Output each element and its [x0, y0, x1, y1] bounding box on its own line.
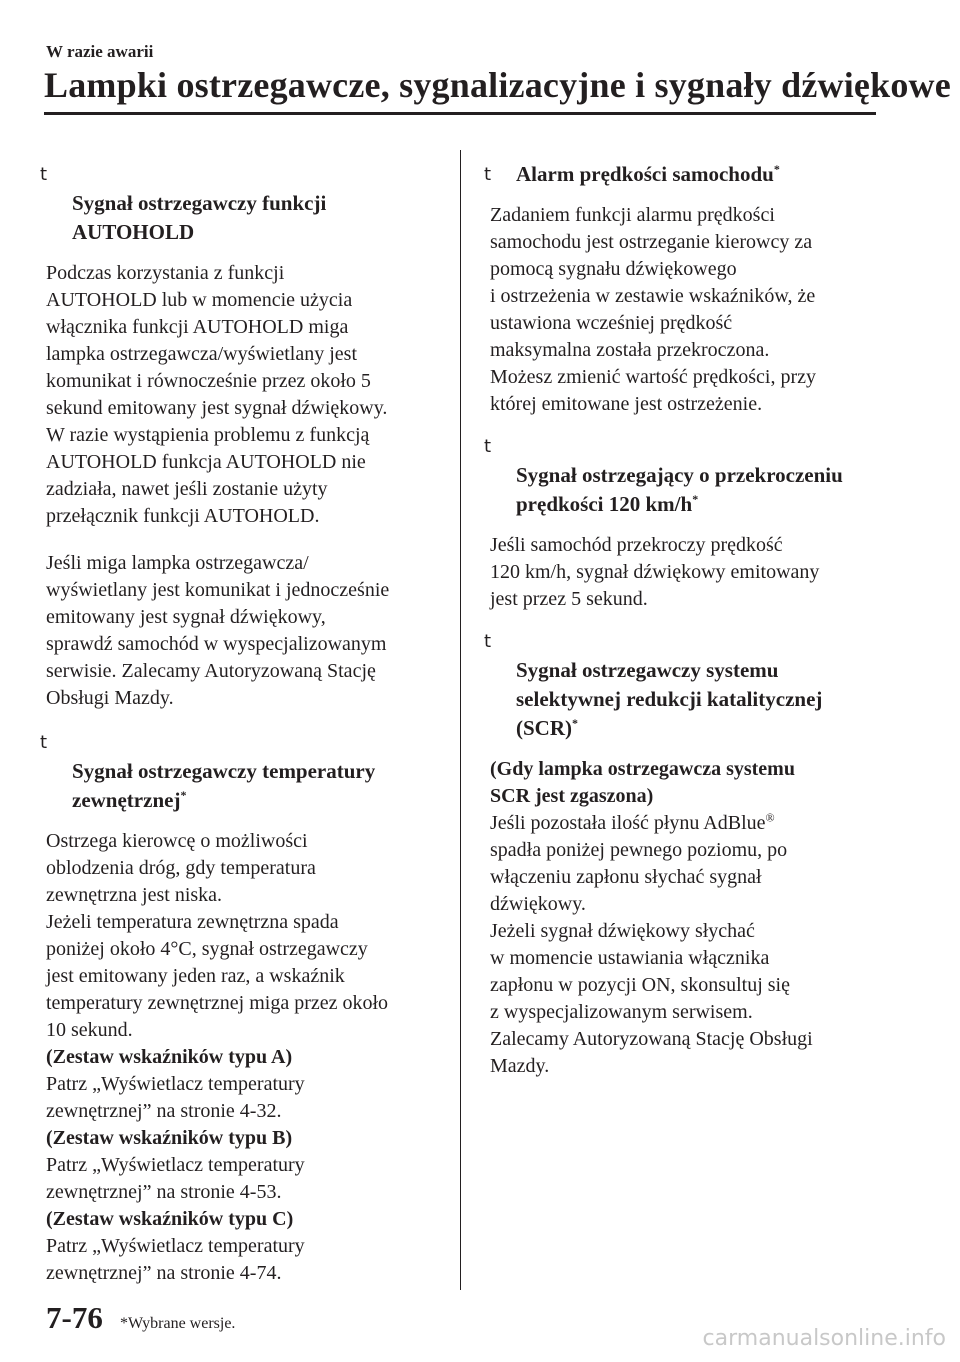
heading-text: Alarm prędkości samochodu — [516, 162, 774, 186]
cluster-type-b-heading: (Zestaw wskaźników typu B) — [46, 1127, 293, 1149]
bullet-icon: t — [484, 631, 492, 652]
cross-reference: Patrz „Wyświetlacz temperatury zewnętrznej” na stronie 4-74. — [46, 1235, 305, 1284]
section-heading-autohold — [40, 160, 446, 247]
bullet-icon: t — [40, 732, 48, 753]
column-divider — [460, 150, 461, 1290]
heading-text: Sygnał ostrzegawczy systemu selektywnej redukcji katalitycznej (SCR) — [516, 658, 823, 740]
paragraph: Zadaniem funkcji alarmu prędkości samochodu jest ostrzeganie kierowcy za pomocą sygnału dźwiękowego i ostrzeżenia w zestawie wskaźników, że ustawiona wcześniej prędkość maksymalna została przekroczona. Możesz zmienić wartość prędkości, przy której emitowane jest ostrzeżenie. — [490, 204, 816, 415]
cross-reference: Patrz „Wyświetlacz temperatury zewnętrznej” na stronie 4-53. — [46, 1154, 305, 1203]
right-column — [484, 160, 890, 1080]
paragraph: Ostrzega kierowcę o możliwości oblodzenia dróg, gdy temperatura zewnętrzna jest niska. Jeżeli temperatura zewnętrzna spada poniżej około 4°C, sygnał ostrzegawczy jest emitowany jeden raz, a wskaźnik temperatury zewnętrznej miga przez około 10 sekund. — [46, 830, 389, 1041]
cluster-type-c-heading: (Zestaw wskaźników typu C) — [46, 1208, 294, 1230]
bullet-icon: t — [484, 164, 492, 185]
section-heading-outside-temp — [40, 728, 446, 815]
watermark: carmanualsonline.info — [702, 1326, 946, 1351]
section-heading-speed-alarm — [484, 160, 890, 189]
optional-asterisk: * — [180, 788, 187, 802]
optional-asterisk: * — [572, 716, 578, 730]
registered-mark: ® — [765, 810, 775, 825]
paragraph: Jeśli samochód przekroczy prędkość 120 km/h, sygnał dźwiękowy emitowany jest przez 5 sekund. — [490, 534, 820, 610]
heading-text: Sygnał ostrzegawczy temperatury zewnętrznej — [72, 759, 376, 812]
section-heading-120kmh — [484, 432, 890, 519]
section-label: W razie awarii — [46, 42, 154, 61]
section-heading-scr — [484, 627, 890, 743]
bullet-icon: t — [484, 436, 492, 457]
paragraph: Podczas korzystania z funkcji AUTOHOLD lub w momencie użycia włącznika funkcji AUTOHOLD miga lampka ostrzegawcza/wyświetlany jest komunikat i równocześnie przez około 5 sekund emitowany jest sygnał dźwiękowy. W razie wystąpienia problemu z funkcją AUTOHOLD funkcja AUTOHOLD nie zadziała, nawet jeśli zostanie użyty przełącznik funkcji AUTOHOLD. — [46, 262, 388, 527]
title-divider — [44, 112, 876, 115]
bullet-icon: t — [40, 164, 48, 185]
spacer — [46, 530, 446, 550]
heading-text: Sygnał ostrzegawczy funkcji AUTOHOLD — [72, 191, 327, 244]
footnote: *Wybrane wersje. — [120, 1315, 236, 1332]
scr-condition-heading: (Gdy lampka ostrzegawcza systemu SCR jest zgaszona) — [490, 758, 795, 807]
paragraph — [490, 810, 890, 1080]
page-number: 7-76 — [46, 1300, 103, 1335]
paragraph-start: Jeśli pozostała ilość płynu AdBlue — [490, 812, 766, 834]
optional-asterisk: * — [692, 492, 699, 506]
left-column — [40, 160, 446, 1287]
spacer — [490, 418, 890, 432]
spacer — [490, 613, 890, 627]
heading-text: Sygnał ostrzegający o przekroczeniu prędkości 120 km/h — [516, 463, 843, 516]
cluster-type-a-heading: (Zestaw wskaźników typu A) — [46, 1046, 293, 1068]
cross-reference: Patrz „Wyświetlacz temperatury zewnętrznej” na stronie 4-32. — [46, 1073, 305, 1122]
page-title: Lampki ostrzegawcze, sygnalizacyjne i sygnały dźwiękowe — [44, 65, 951, 105]
paragraph-rest: spadła poniżej pewnego poziomu, po włączeniu zapłonu słychać sygnał dźwiękowy. Jeżeli sygnał dźwiękowy słychać w momencie ustawiania włącznika zapłonu w pozycji ON, skonsultuj się z wyspecjalizowanym serwisem. Zalecamy Autoryzowaną Stację Obsługi Mazdy. — [490, 839, 813, 1077]
optional-asterisk: * — [773, 162, 780, 176]
spacer — [46, 712, 446, 728]
paragraph: Jeśli miga lampka ostrzegawcza/ wyświetlany jest komunikat i jednocześnie emitowany jest sygnał dźwiękowy, sprawdź samochód w wyspecjalizowanym serwisie. Zalecamy Autoryzowaną Stację Obsługi Mazdy. — [46, 552, 390, 709]
